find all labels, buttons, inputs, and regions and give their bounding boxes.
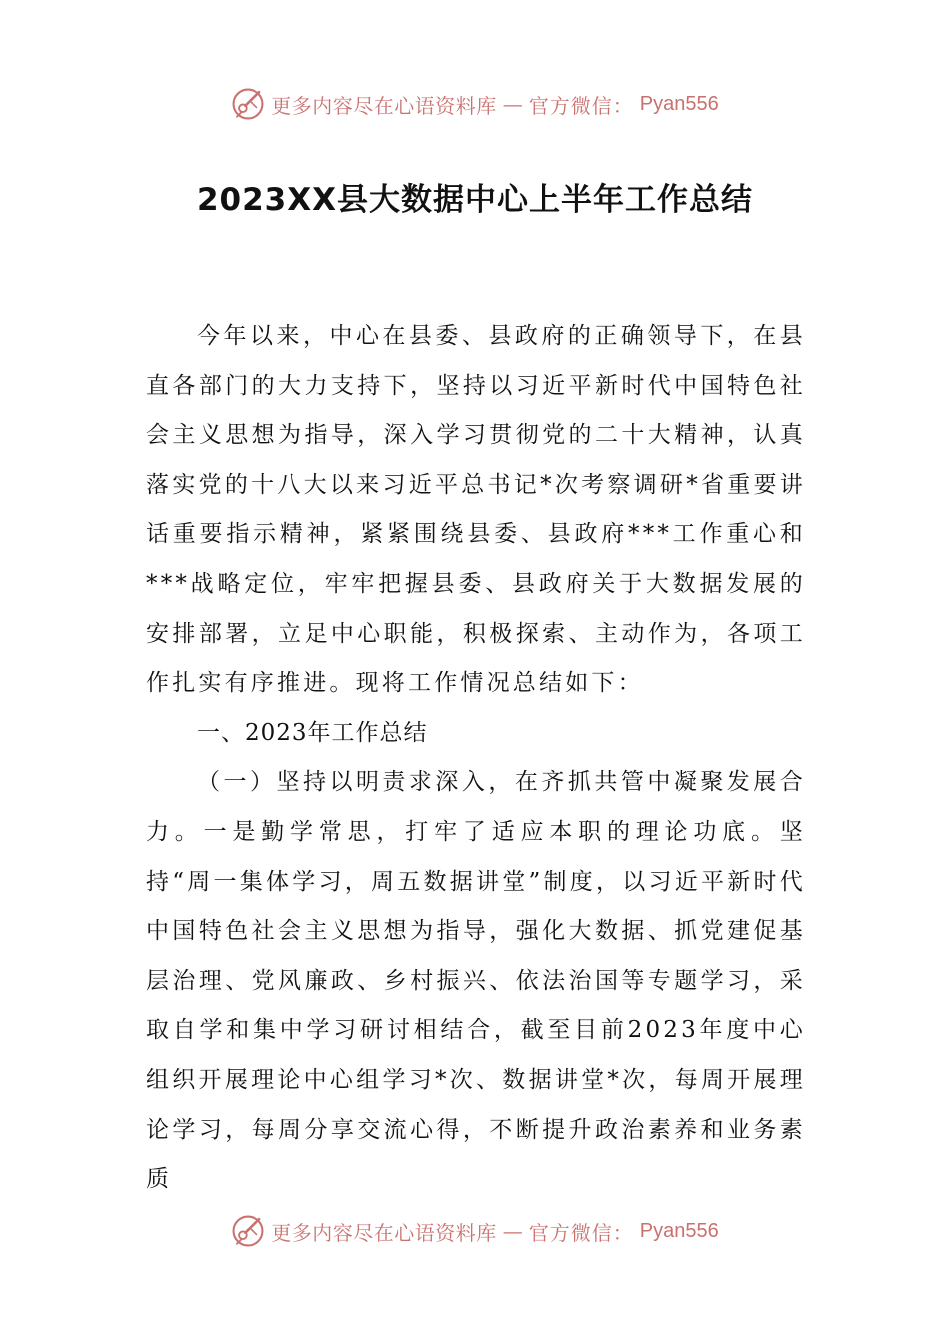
document-body	[146, 312, 806, 1205]
document-title: 2023XX县大数据中心上半年工作总结	[196, 182, 754, 218]
watermark-official-label: 官方微信：	[528, 93, 634, 118]
watermark-separator: —	[502, 1219, 523, 1243]
watermark-text: 更多内容尽在心语资料库	[271, 93, 497, 118]
header-watermark	[0, 84, 950, 124]
watermark-official-label: 官方微信：	[528, 1220, 634, 1245]
watermark-separator: —	[502, 92, 523, 116]
pen-quill-logo-icon	[231, 1214, 265, 1248]
section-heading: 一、2023年工作总结	[197, 719, 428, 746]
footer-watermark	[0, 1211, 950, 1251]
section-paragraph: （一）坚持以明责求深入，在齐抓共管中凝聚发展合力。一是勤学常思，打牢了适应本职的理论功底。坚持“周一集体学习，周五数据讲堂”制度，以习近平新时代中国特色社会主义思想为指导，强化大数据、抓党建促基层治理、党风廉政、乡村振兴、依法治国等专题学习，采取自学和集中学习研讨相结合，截至目前2023年度中心组织开展理论中心组学习*次、数据讲堂*次，每周开展理论学习，每周分享交流心得，不断提升政治素养和业务素质	[146, 769, 806, 1193]
pen-quill-logo-icon	[231, 87, 265, 121]
watermark-wechat-id: Pyan556	[639, 1219, 719, 1242]
intro-paragraph: 今年以来，中心在县委、县政府的正确领导下，在县直各部门的大力支持下，坚持以习近平新时代中国特色社会主义思想为指导，深入学习贯彻党的二十大精神，认真落实党的十八大以来习近平总书记*次考察调研*省重要讲话重要指示精神，紧紧围绕县委、县政府***工作重心和***战略定位，牢牢把握县委、县政府关于大数据发展的安排部署，立足中心职能，积极探索、主动作为，各项工作扎实有序推进。现将工作情况总结如下：	[146, 323, 806, 697]
watermark-wechat-id: Pyan556	[639, 92, 719, 115]
watermark-text: 更多内容尽在心语资料库	[271, 1220, 497, 1245]
